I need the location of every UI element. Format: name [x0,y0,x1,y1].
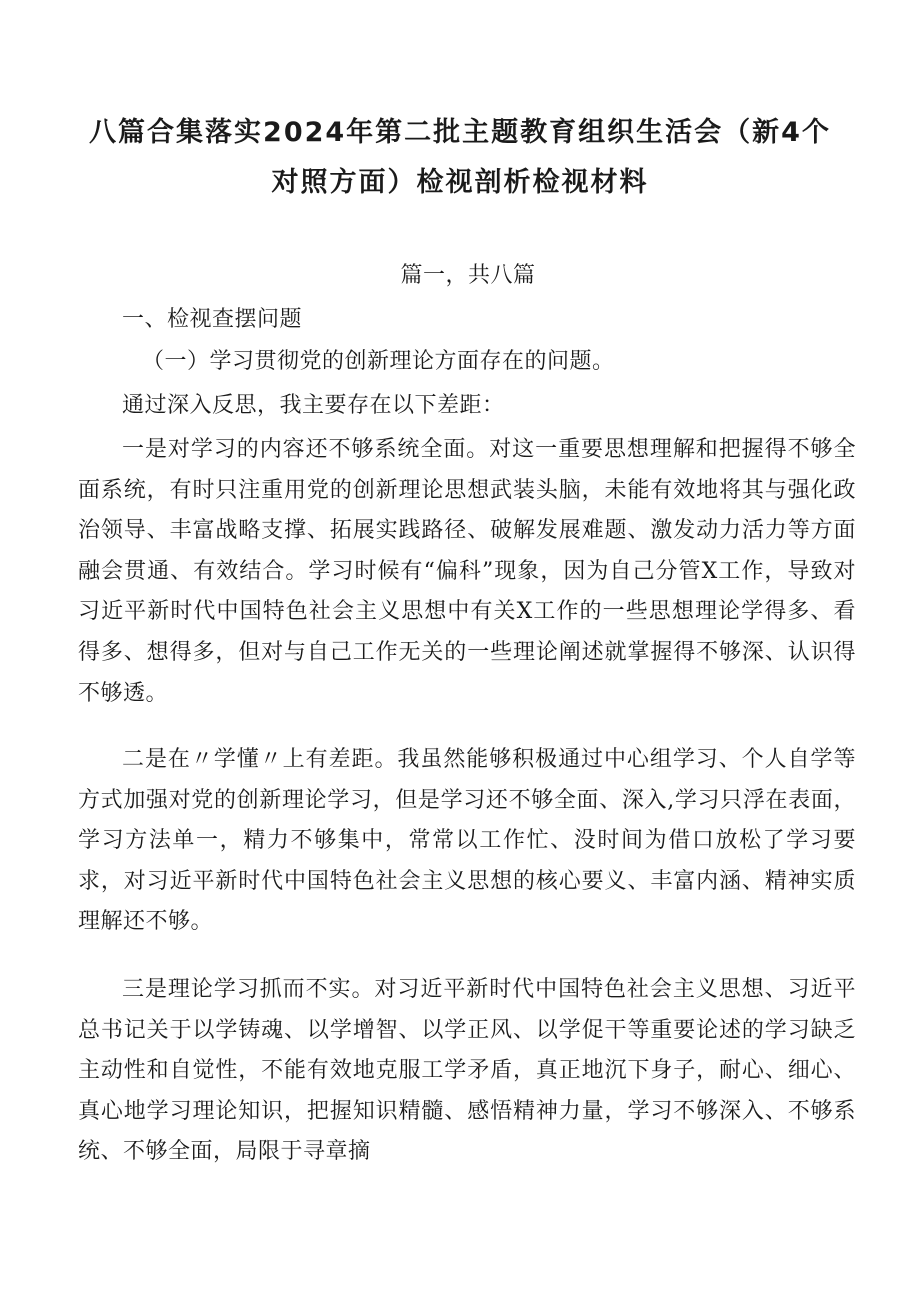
body-paragraph-2: 二是在〃学懂〃上有差距。我虽然能够积极通过中心组学习、个人自学等方式加强对党的创新理论学习，但是学习还不够全面、深入,学习只浮在表面，学习方法单一，精力不够集中，常常以工作忙、没时间为借口放松了学习要求，对习近平新时代中国特色社会主义思想的核心要义、丰富内涵、精神实质理解还不够。 [78,747,856,935]
section-title: 篇一，共八篇 [400,263,536,288]
heading-level-1: 一、检视查摆问题 [122,307,303,332]
intro-paragraph: 通过深入反思，我主要存在以下差距： [122,393,505,418]
heading-level-2: （一）学习贯彻党的创新理论方面存在的问题。 [142,349,615,374]
body-paragraph-3: 三是理论学习抓而不实。对习近平新时代中国特色社会主义思想、习近平总书记关于以学铸魂、以学增智、以学正风、以学促干等重要论述的学习缺乏主动性和自觉性，不能有效地克服工学矛盾，真正地沉下身子，耐心、细心、真心地学习理论知识，把握知识精髓、感悟精神力量，学习不够深入、不够系统、不够全面，局限于寻章摘 [78,977,856,1165]
body-paragraph-1: 一是对学习的内容还不够系统全面。对这一重要思想理解和把握得不够全面系统，有时只注重用党的创新理论思想武装头脑，未能有效地将其与强化政治领导、丰富战略支撑、拓展实践路径、破解发展难题、激发动力活力等方面融会贯通、有效结合。学习时候有“偏科”现象，因为自己分管X工作，导致对习近平新时代中国特色社会主义思想中有关X工作的一些思想理论学得多、看得多、想得多，但对与自己工作无关的一些理论阐述就掌握得不够深、认识得不够透。 [78,437,856,706]
document-title: 八篇合集落实2024年第二批主题教育组织生活会（新4个对照方面）检视剖析检视材料 [89,117,831,198]
